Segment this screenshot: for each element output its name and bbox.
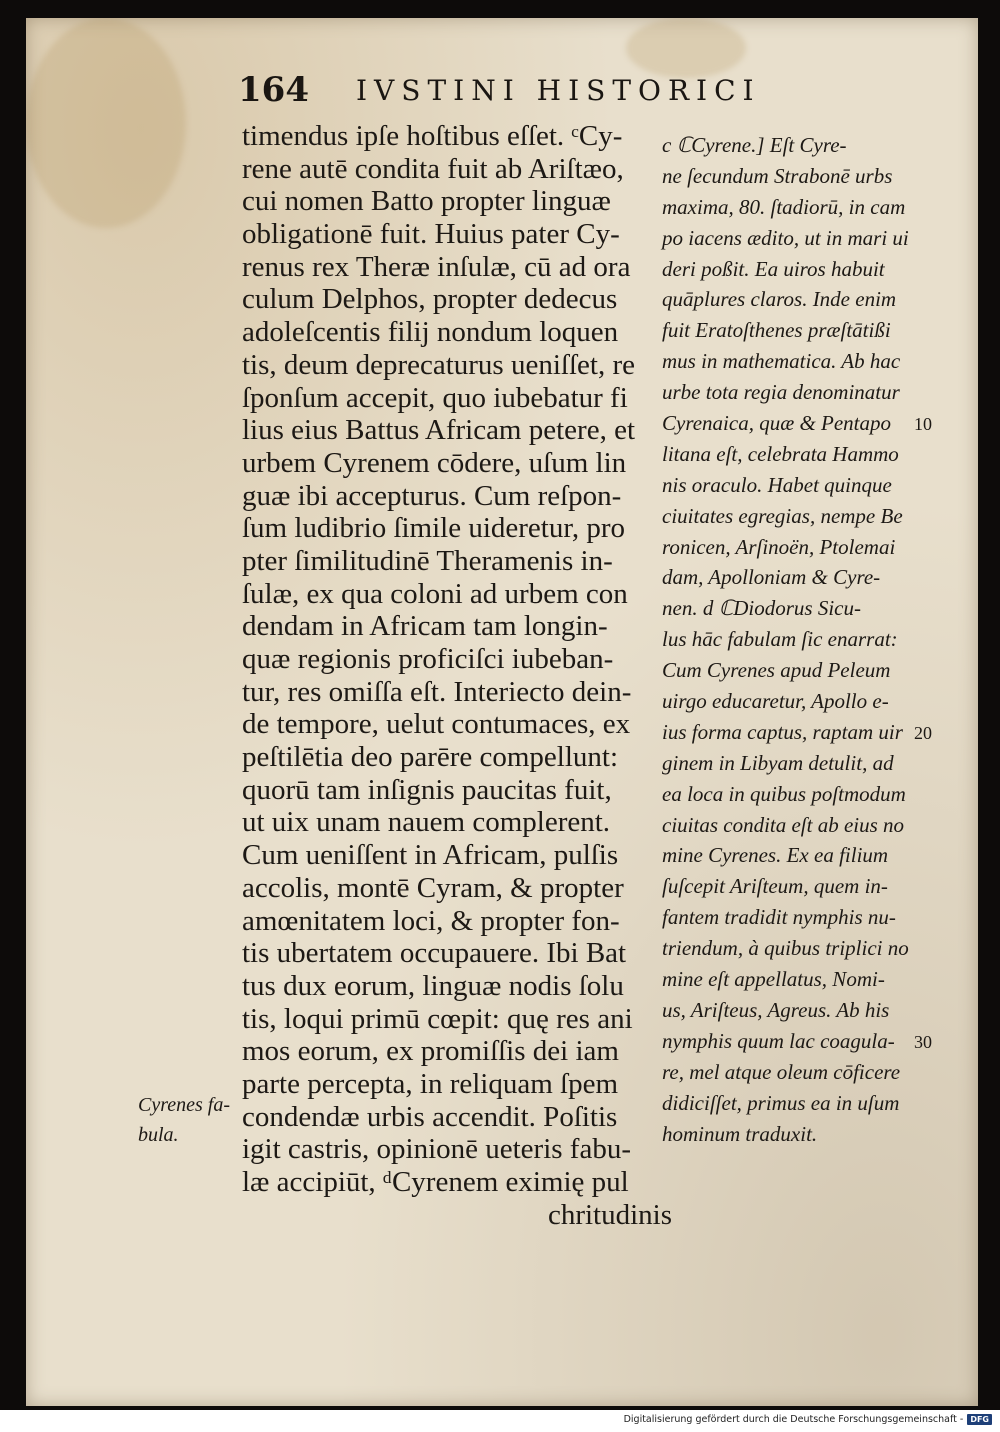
main-text-line: guæ ibi accepturus. Cum reſpon- (242, 479, 622, 512)
note-line: quāplures claros. Inde enim (662, 287, 897, 312)
main-text-line: tis, loqui primū cœpit: quę res ani (242, 1002, 633, 1035)
main-text-line: mos eorum, ex promiſſis dei iam (242, 1035, 619, 1068)
book-page (26, 18, 978, 1406)
main-text-line: urbem Cyrenem cōdere, uſum lin (242, 446, 627, 479)
main-text-line: dendam in Africam tam longin- (242, 610, 608, 643)
margin-note-line: Cyrenes fa- (138, 1094, 231, 1116)
note-line: ginem in Libyam detulit, ad (662, 750, 894, 775)
page-number: 164 (238, 70, 309, 110)
main-text-line: tus dux eorum, linguæ nodis ſolu (242, 969, 624, 1002)
note-line: ciuitates egregias, nempe Be (662, 503, 903, 528)
note-line: Cyrenaica, quæ & Pentapo (662, 411, 892, 436)
note-line: dam, Apolloniam & Cyre- (662, 565, 881, 590)
note-line: Cum Cyrenes apud Peleum (662, 658, 891, 683)
footer-credit (624, 1414, 992, 1425)
line-number: 10 (914, 414, 932, 435)
main-text-line: adoleſcentis filij nondum loquen (242, 316, 619, 349)
note-line: re, mel atque oleum cōficere (662, 1059, 901, 1084)
note-line: ne ſecundum Strabonē urbs (662, 163, 893, 188)
margin-note (138, 1090, 248, 1150)
running-title: IVSTINI HISTORICI (356, 74, 761, 107)
note-line: hominum traduxit. (662, 1121, 818, 1146)
main-text-line: condendæ urbis accendit. Poſitis (242, 1100, 618, 1133)
main-text-line: pter ſimilitudinē Theramenis in- (242, 544, 613, 577)
note-line: uirgo educaretur, Apollo e- (662, 689, 889, 714)
note-line: fantem tradidit nymphis nu- (662, 905, 896, 930)
footer-credit-text: Digitalisierung gefördert durch die Deutsche Forschungsgemeinschaft - (623, 1414, 964, 1425)
note-line: nis oraculo. Habet quinque (662, 472, 892, 497)
note-line: ius forma captus, raptam uir (662, 719, 903, 744)
paper-stain (26, 18, 186, 228)
main-text-line: cui nomen Batto propter linguæ (242, 185, 611, 218)
main-text-line: peſtilētia deo parēre compellunt: (242, 741, 619, 774)
main-text-line: timendus ipſe hoſtibus eſſet. ᶜCy- (242, 120, 623, 152)
main-text-line: chritudinis (547, 1198, 672, 1231)
note-line: urbe tota regia denominatur (662, 380, 900, 405)
main-text-line: tis, deum deprecaturus ueniſſet, re (242, 348, 635, 381)
main-text-line: de tempore, uelut contumaces, ex (242, 708, 631, 741)
line-number: 20 (914, 723, 932, 744)
line-number: 30 (914, 1032, 932, 1053)
main-text-line: tis ubertatem occupauere. Ibi Bat (242, 937, 627, 970)
note-line: ea loca in quibus poſtmodum (662, 781, 906, 806)
main-text-line: ut uix unam nauem complerent. (242, 806, 611, 839)
note-line: maxima, 80. ſtadiorū, in cam (662, 194, 906, 219)
note-line: didiciſſet, primus ea in uſum (662, 1090, 900, 1115)
main-text-line: accolis, montē Cyram, & propter (242, 871, 624, 904)
dfg-logo: DFG (967, 1414, 992, 1425)
note-line: deri poßit. Ea uiros habuit (662, 256, 885, 281)
main-text-line: culum Delphos, propter dedecus (242, 283, 618, 316)
note-line: fuit Eratoſthenes præſtātißi (662, 318, 891, 343)
note-line: ciuitas condita eſt ab eius no (662, 812, 905, 837)
main-text-line: quorū tam inſignis paucitas fuit, (242, 773, 612, 806)
margin-note-line: bula. (138, 1124, 179, 1146)
main-text-column (242, 120, 672, 1231)
note-line: lus hāc fabulam ſic enarrat: (662, 627, 898, 652)
note-line: po iacens ædito, ut in mari ui (662, 225, 909, 250)
main-text-line: parte percepta, in reliquam ſpem (242, 1067, 619, 1100)
note-line: ſuſcepit Ariſteum, quem in- (662, 874, 888, 899)
main-text-line: lius eius Battus Africam petere, et (242, 414, 636, 447)
main-text-line: obligationē fuit. Huius pater Cy- (242, 218, 620, 251)
main-text-line: renus rex Theræ inſulæ, cū ad ora (242, 250, 631, 283)
main-text-line: læ accipiūt, ᵈCyrenem eximię pul (242, 1166, 629, 1198)
notes-column (662, 130, 932, 1149)
main-text-line: tur, res omiſſa eſt. Interiecto dein- (242, 675, 632, 708)
main-text-line: Cum ueniſſent in Africam, pulſis (242, 839, 619, 872)
note-line: c ℂCyrene.] Eſt Cyre- (662, 133, 847, 157)
main-text-line: ſulæ, ex qua coloni ad urbem con (242, 577, 628, 610)
main-text-line: rene autē condita fuit ab Ariſtæo, (242, 152, 624, 185)
main-text-line: ſponſum accepit, quo iubebatur fi (242, 381, 628, 414)
main-text-line: quæ regionis proficiſci iubeban- (242, 643, 614, 675)
note-line: mine Cyrenes. Ex ea filium (662, 843, 889, 868)
main-text-line: ſum ludibrio ſimile uideretur, pro (242, 512, 626, 545)
main-text-line: igit castris, opinionē ueteris fabu- (242, 1133, 631, 1166)
note-line: mus in mathematica. Ab hac (662, 349, 901, 374)
note-line: ronicen, Arſinoën, Ptolemai (662, 534, 896, 559)
note-line: nymphis quum lac coagula- (662, 1028, 895, 1053)
note-line: nen. d ℂDiodorus Sicu- (662, 596, 861, 621)
main-text-line: amœnitatem loci, & propter fon- (242, 904, 620, 937)
note-line: us, Ariſteus, Agreus. Ab his (662, 997, 890, 1022)
note-line: litana eſt, celebrata Hammo (662, 441, 899, 466)
note-line: triendum, à quibus triplici no (662, 936, 909, 961)
note-line: mine eſt appellatus, Nomi- (662, 967, 885, 992)
running-head (238, 66, 778, 110)
